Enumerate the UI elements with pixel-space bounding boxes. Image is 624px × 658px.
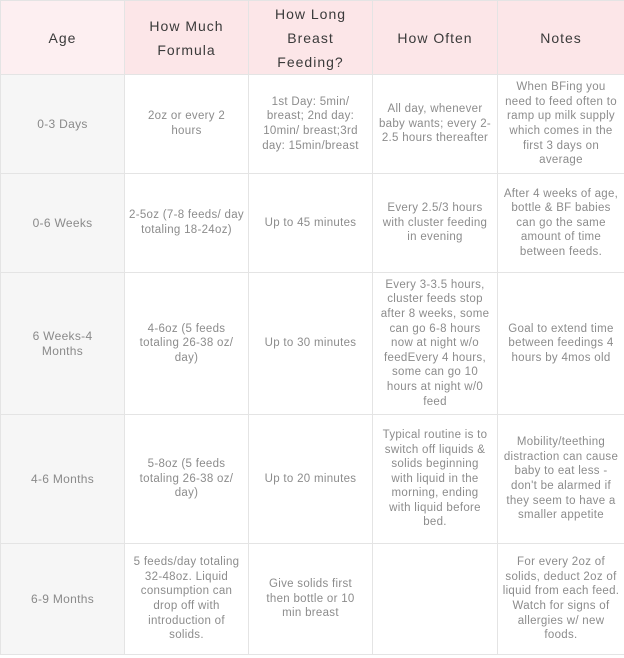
table-row [1, 273, 624, 415]
column-header-age: Age [1, 1, 125, 75]
formula-cell: 2oz or every 2 hours [125, 75, 249, 174]
table-header [1, 1, 624, 75]
age-cell: 6-9 Months [1, 544, 125, 655]
breast-feeding-cell: Give solids first then bottle or 10 min breast [249, 544, 373, 655]
table-row [1, 415, 624, 544]
age-cell: 0-6 Weeks [1, 174, 125, 273]
how-often-cell [373, 544, 498, 655]
notes-cell: Mobility/teething distraction can cause baby to eat less - don't be alarmed if they seem to have a smaller appetite [498, 415, 624, 544]
age-cell: 6 Weeks-4 Months [1, 273, 125, 415]
how-often-cell: Every 3-3.5 hours, cluster feeds stop after 8 weeks, some can go 6-8 hours now at night w/o feedEvery 4 hours, some can go 10 hours at night w/0 feed [373, 273, 498, 415]
table-body [1, 75, 624, 655]
notes-cell: Goal to extend time between feedings 4 hours by 4mos old [498, 273, 624, 415]
column-header-breast-feeding: How Long Breast Feeding? [249, 1, 373, 75]
table-row [1, 75, 624, 174]
notes-cell: When BFing you need to feed often to ramp up milk supply which comes in the first 3 days on average [498, 75, 624, 174]
age-cell: 0-3 Days [1, 75, 125, 174]
column-header-how-often: How Often [373, 1, 498, 75]
formula-cell: 5-8oz (5 feeds totaling 26-38 oz/ day) [125, 415, 249, 544]
how-often-cell: Typical routine is to switch off liquids & solids beginning with liquid in the morning, ending with liquid before bed. [373, 415, 498, 544]
table-row [1, 174, 624, 273]
column-header-formula: How Much Formula [125, 1, 249, 75]
breast-feeding-cell: Up to 20 minutes [249, 415, 373, 544]
breast-feeding-cell: Up to 45 minutes [249, 174, 373, 273]
age-cell: 4-6 Months [1, 415, 125, 544]
how-often-cell: Every 2.5/3 hours with cluster feeding in evening [373, 174, 498, 273]
breast-feeding-cell: Up to 30 minutes [249, 273, 373, 415]
notes-cell: After 4 weeks of age, bottle & BF babies can go the same amount of time between feeds. [498, 174, 624, 273]
how-often-cell: All day, whenever baby wants; every 2-2.5 hours thereafter [373, 75, 498, 174]
header-row [1, 1, 624, 75]
formula-cell: 5 feeds/day totaling 32-48oz. Liquid consumption can drop off with introduction of solids. [125, 544, 249, 655]
notes-cell: For every 2oz of solids, deduct 2oz of liquid from each feed. Watch for signs of allergies w/ new foods. [498, 544, 624, 655]
formula-cell: 2-5oz (7-8 feeds/ day totaling 18-24oz) [125, 174, 249, 273]
column-header-notes: Notes [498, 1, 624, 75]
formula-cell: 4-6oz (5 feeds totaling 26-38 oz/ day) [125, 273, 249, 415]
table-row [1, 544, 624, 655]
breast-feeding-cell: 1st Day: 5min/ breast; 2nd day: 10min/ breast;3rd day: 15min/breast [249, 75, 373, 174]
